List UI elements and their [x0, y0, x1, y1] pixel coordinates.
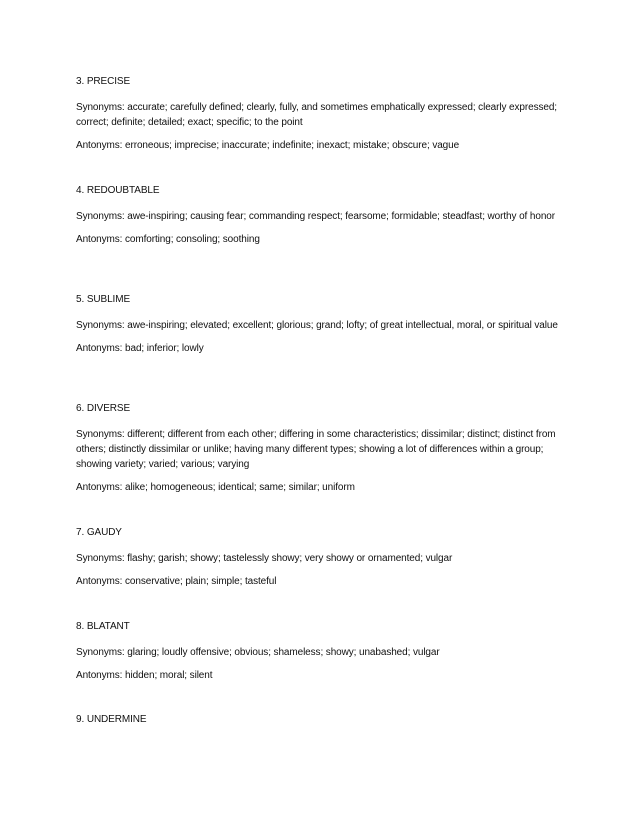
entry-heading: 9. UNDERMINE — [76, 714, 147, 725]
entry-antonyms: Antonyms: conservative; plain; simple; tasteful — [76, 576, 277, 587]
entry-antonyms: Antonyms: alike; homogeneous; identical; same; similar; uniform — [76, 482, 355, 493]
entry-heading: 4. REDOUBTABLE — [76, 185, 160, 196]
entry-redoubtable — [76, 183, 566, 247]
entry-synonyms: Synonyms: flashy; garish; showy; tastelessly showy; very showy or ornamented; vulgar — [76, 553, 453, 564]
entry-synonyms: Synonyms: awe-inspiring; causing fear; commanding respect; fearsome; formidable; steadfast; worthy of honor — [76, 211, 555, 222]
entry-undermine — [76, 712, 566, 738]
entry-diverse — [76, 401, 566, 495]
entry-synonyms: Synonyms: awe-inspiring; elevated; excellent; glorious; grand; lofty; of great intellectual, moral, or spiritual value — [76, 320, 558, 331]
entry-synonyms: Synonyms: glaring; loudly offensive; obvious; shameless; showy; unabashed; vulgar — [76, 647, 440, 658]
entry-antonyms: Antonyms: hidden; moral; silent — [76, 670, 213, 681]
entry-synonyms: Synonyms: accurate; carefully defined; clearly, fully, and sometimes emphatically expressed; clearly expressed; correct; definite; detailed; exact; specific; to the point — [76, 102, 557, 128]
entry-heading: 5. SUBLIME — [76, 294, 131, 305]
entry-synonyms: Synonyms: different; different from each other; differing in some characteristics; dissimilar; distinct; distinct from others; distinctly dissimilar or unlike; having many different types; showing a lot of differences within a group; showing variety; varied; various; varying — [76, 429, 556, 470]
entry-gaudy — [76, 525, 566, 589]
entry-heading: 3. PRECISE — [76, 76, 131, 87]
entry-precise — [76, 74, 566, 153]
entry-blatant — [76, 619, 566, 683]
entry-antonyms: Antonyms: comforting; consoling; soothing — [76, 234, 260, 245]
entry-sublime — [76, 292, 566, 356]
entry-antonyms: Antonyms: erroneous; imprecise; inaccurate; indefinite; inexact; mistake; obscure; vague — [76, 140, 460, 151]
entry-heading: 8. BLATANT — [76, 621, 130, 632]
entry-heading: 6. DIVERSE — [76, 403, 131, 414]
entry-antonyms: Antonyms: bad; inferior; lowly — [76, 343, 204, 354]
entry-heading: 7. GAUDY — [76, 527, 122, 538]
